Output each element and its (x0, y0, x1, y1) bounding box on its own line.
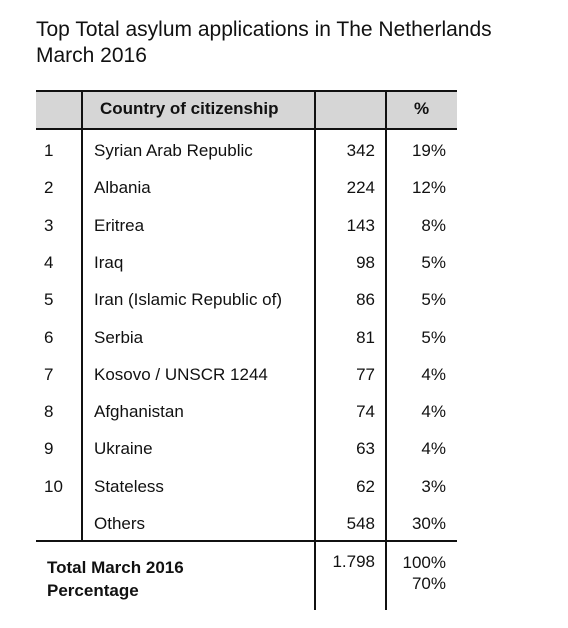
row-6-country: Serbia (94, 328, 144, 347)
row-3-country: Eritrea (94, 216, 145, 235)
row-4-country: Iraq (94, 253, 124, 272)
row-1-country: Syrian Arab Republic (94, 141, 253, 160)
total-value: 1.798 (332, 552, 375, 571)
row-4-pct: 5% (421, 253, 446, 272)
row-10-value: 62 (356, 477, 375, 496)
row-5-country: Iran (Islamic Republic of) (94, 290, 283, 309)
row-5-value: 86 (356, 290, 375, 309)
column-divider-value (385, 90, 387, 610)
row-1-pct: 19% (411, 141, 446, 160)
row-2-country: Albania (94, 178, 151, 197)
header-bottom-rule (36, 128, 457, 130)
total-percent-line-1: 100% (402, 553, 446, 572)
row-10-rank: 10 (44, 477, 63, 496)
total-label (47, 556, 184, 602)
row-7-value: 77 (356, 365, 375, 384)
applications-table (36, 90, 457, 610)
row-11-value: 548 (346, 514, 375, 533)
row-6-rank: 6 (44, 328, 54, 347)
total-percent (403, 552, 446, 594)
row-5-pct: 5% (421, 290, 446, 309)
row-1-value: 342 (346, 141, 375, 160)
header-country: Country of citizenship (100, 99, 279, 118)
row-1-rank: 1 (44, 141, 54, 160)
row-8-pct: 4% (421, 402, 446, 421)
row-3-pct: 8% (421, 216, 446, 235)
row-10-country: Stateless (94, 477, 164, 496)
row-2-rank: 2 (44, 178, 54, 197)
row-9-pct: 4% (421, 439, 446, 458)
row-2-pct: 12% (411, 178, 446, 197)
row-8-rank: 8 (44, 402, 54, 421)
row-7-rank: 7 (44, 365, 54, 384)
column-divider-country (314, 90, 316, 610)
row-4-rank: 4 (44, 253, 54, 272)
header-top-rule (36, 90, 457, 92)
row-2-value: 224 (346, 178, 375, 197)
title-line-2: March 2016 (36, 44, 147, 67)
row-3-rank: 3 (44, 216, 54, 235)
row-7-country: Kosovo / UNSCR 1244 (94, 365, 268, 384)
row-3-value: 143 (346, 216, 375, 235)
row-6-value: 81 (356, 328, 375, 347)
row-6-pct: 5% (421, 328, 446, 347)
row-11-pct: 30% (411, 514, 446, 533)
row-9-rank: 9 (44, 439, 54, 458)
row-11-country: Others (94, 514, 146, 533)
total-label-line-1: Total March 2016 (47, 558, 184, 577)
row-10-pct: 3% (421, 477, 446, 496)
row-8-value: 74 (356, 402, 375, 421)
total-label-line-2: Percentage (47, 581, 139, 600)
title-line-1: Top Total asylum applications in The Netherlands (36, 18, 492, 41)
column-divider-rank (81, 90, 83, 540)
row-9-value: 63 (356, 439, 375, 458)
page-title (36, 17, 492, 69)
total-top-rule (36, 540, 457, 542)
total-percent-line-2: 70% (411, 574, 446, 593)
row-8-country: Afghanistan (94, 402, 184, 421)
row-9-country: Ukraine (94, 439, 153, 458)
row-7-pct: 4% (421, 365, 446, 384)
header-percent: % (414, 99, 430, 118)
row-5-rank: 5 (44, 290, 54, 309)
row-4-value: 98 (356, 253, 375, 272)
